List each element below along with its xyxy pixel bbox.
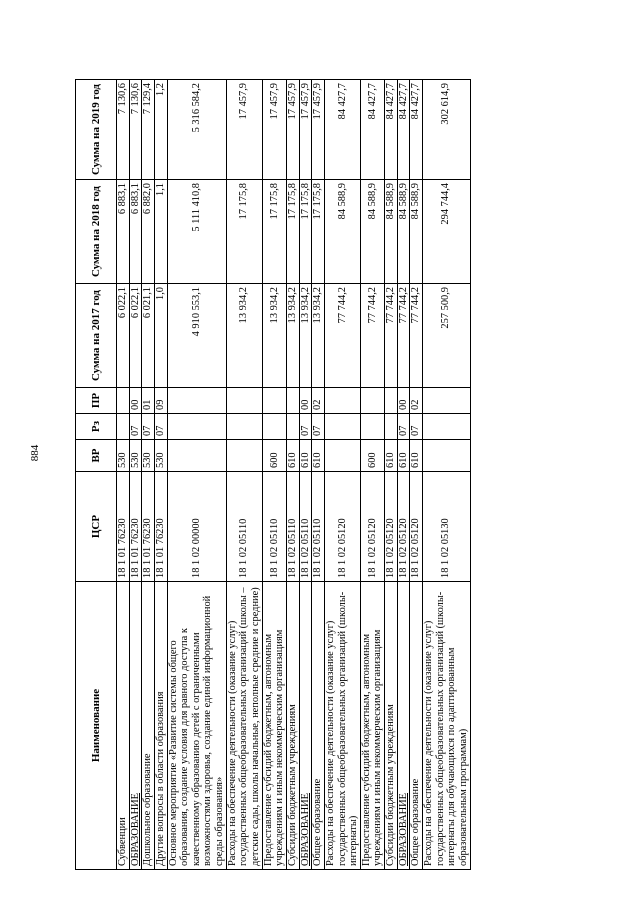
row-sum-2018: 84 588,9: [324, 180, 360, 284]
row-csr: 18 1 01 76230: [129, 472, 142, 582]
row-sum-2018: 17 175,8: [312, 180, 325, 284]
row-pr: [360, 388, 384, 414]
table-row: [410, 80, 423, 870]
row-name: Расходы на обеспечение деятельности (оказание услуг) государственных общеобразовательных организаций (школы-интернаты): [324, 582, 360, 870]
row-vr: 530: [129, 440, 142, 472]
table-row: [312, 80, 325, 870]
row-sum-2017: 77 744,2: [324, 284, 360, 388]
row-sum-2017: 6 021,1: [142, 284, 155, 388]
row-csr: 18 1 02 05130: [423, 472, 471, 582]
table-row: [142, 80, 155, 870]
row-rz: 07: [312, 414, 325, 440]
row-pr: [286, 388, 299, 414]
row-sum-2018: 5 111 410,8: [167, 180, 226, 284]
row-sum-2019: 84 427,7: [410, 80, 423, 180]
row-sum-2017: 13 934,2: [299, 284, 312, 388]
row-vr: 610: [286, 440, 299, 472]
table-row: [154, 80, 167, 870]
row-sum-2019: 84 427,7: [385, 80, 398, 180]
row-csr: 18 1 02 00000: [167, 472, 226, 582]
row-pr: [385, 388, 398, 414]
row-name: Дошкольное образование: [142, 582, 155, 870]
table-row: [397, 80, 410, 870]
header-name: Наименование: [76, 582, 117, 870]
row-vr: [167, 440, 226, 472]
row-rz: 07: [397, 414, 410, 440]
row-sum-2019: 1,2: [154, 80, 167, 180]
row-sum-2019: 84 427,7: [324, 80, 360, 180]
row-sum-2018: 17 175,8: [226, 180, 262, 284]
row-csr: 18 1 02 05120: [397, 472, 410, 582]
row-sum-2018: 6 883,1: [117, 180, 130, 284]
header-csr: ЦСР: [76, 472, 117, 582]
row-name: Расходы на обеспечение деятельности (оказание услуг) государственных общеобразовательных организаций (школы – детские сады, школы начальные, неполные средние и средние): [226, 582, 262, 870]
row-sum-2018: 294 744,4: [423, 180, 471, 284]
table-row: [262, 80, 286, 870]
row-pr: [423, 388, 471, 414]
row-sum-2019: 17 457,9: [312, 80, 325, 180]
row-csr: 18 1 02 05110: [312, 472, 325, 582]
row-rz: [423, 414, 471, 440]
row-sum-2017: 77 744,2: [397, 284, 410, 388]
row-rz: 07: [129, 414, 142, 440]
row-sum-2019: 17 457,9: [226, 80, 262, 180]
row-sum-2017: 13 934,2: [312, 284, 325, 388]
row-sum-2019: 7 129,4: [142, 80, 155, 180]
table-row: [167, 80, 226, 870]
table-body: [117, 80, 471, 870]
row-rz: [286, 414, 299, 440]
row-sum-2018: 17 175,8: [262, 180, 286, 284]
row-vr: 610: [397, 440, 410, 472]
row-rz: [117, 414, 130, 440]
row-vr: 530: [154, 440, 167, 472]
row-pr: [262, 388, 286, 414]
row-sum-2019: 17 457,9: [262, 80, 286, 180]
row-csr: 18 1 02 05110: [262, 472, 286, 582]
row-pr: 02: [410, 388, 423, 414]
row-vr: 610: [312, 440, 325, 472]
row-sum-2017: 77 744,2: [385, 284, 398, 388]
row-name: ОБРАЗОВАНИЕ: [129, 582, 142, 870]
row-name: Расходы на обеспечение деятельности (оказание услуг) государственных общеобразовательных организаций (школы-интернаты для обучающихся по адаптированным образовательным программам): [423, 582, 471, 870]
row-csr: 18 1 02 05110: [226, 472, 262, 582]
header-2018: Сумма на 2018 год: [76, 180, 117, 284]
row-sum-2019: 84 427,7: [360, 80, 384, 180]
row-csr: 18 1 02 05120: [410, 472, 423, 582]
row-sum-2017: 77 744,2: [360, 284, 384, 388]
row-pr: [167, 388, 226, 414]
row-vr: [226, 440, 262, 472]
row-rz: [324, 414, 360, 440]
row-csr: 18 1 01 76230: [117, 472, 130, 582]
row-name: Субсидии бюджетным учреждениям: [286, 582, 299, 870]
table-row: [117, 80, 130, 870]
row-rz: 07: [154, 414, 167, 440]
row-vr: 610: [410, 440, 423, 472]
table-row: [423, 80, 471, 870]
table-row: [324, 80, 360, 870]
row-sum-2018: 6 882,0: [142, 180, 155, 284]
row-rz: [360, 414, 384, 440]
row-name: Субвенции: [117, 582, 130, 870]
row-rz: [167, 414, 226, 440]
row-sum-2018: 84 588,9: [385, 180, 398, 284]
row-sum-2018: 17 175,8: [286, 180, 299, 284]
row-pr: 00: [397, 388, 410, 414]
row-name: Основное мероприятие «Развитие системы общего образования, создание условия для равного доступа к качественному образованию детей с ограниченными возможностями здоровья, создание единой информационной среды образования»: [167, 582, 226, 870]
header-2017: Сумма на 2017 год: [76, 284, 117, 388]
row-pr: 00: [129, 388, 142, 414]
row-sum-2018: 84 588,9: [397, 180, 410, 284]
row-name: ОБРАЗОВАНИЕ: [299, 582, 312, 870]
row-sum-2017: 13 934,2: [226, 284, 262, 388]
row-name: Общее образование: [410, 582, 423, 870]
row-name: ОБРАЗОВАНИЕ: [397, 582, 410, 870]
row-csr: 18 1 02 05120: [385, 472, 398, 582]
row-sum-2019: 302 614,9: [423, 80, 471, 180]
row-sum-2017: 4 910 553,1: [167, 284, 226, 388]
row-csr: 18 1 02 05120: [324, 472, 360, 582]
row-sum-2017: 13 934,2: [262, 284, 286, 388]
row-rz: [226, 414, 262, 440]
row-vr: 600: [360, 440, 384, 472]
row-sum-2017: 13 934,2: [286, 284, 299, 388]
budget-table-wrapper: [75, 80, 575, 870]
row-name: Предоставление субсидий бюджетным, автономным учреждениям и иным некоммерческим организациям: [360, 582, 384, 870]
row-name: Другие вопросы в области образования: [154, 582, 167, 870]
header-rz: Рз: [76, 414, 117, 440]
row-sum-2019: 7 130,6: [117, 80, 130, 180]
row-vr: 610: [299, 440, 312, 472]
header-pr: ПР: [76, 388, 117, 414]
row-sum-2019: 17 457,9: [286, 80, 299, 180]
row-sum-2018: 84 588,9: [410, 180, 423, 284]
row-rz: 07: [299, 414, 312, 440]
row-vr: [324, 440, 360, 472]
row-sum-2019: 7 130,6: [129, 80, 142, 180]
row-csr: 18 1 02 05120: [360, 472, 384, 582]
budget-table: [75, 79, 471, 870]
header-2019: Сумма на 2019 год: [76, 80, 117, 180]
row-pr: [324, 388, 360, 414]
row-vr: 600: [262, 440, 286, 472]
row-sum-2019: 5 316 584,2: [167, 80, 226, 180]
table-row: [129, 80, 142, 870]
row-vr: [423, 440, 471, 472]
table-row: [299, 80, 312, 870]
row-sum-2017: 1,0: [154, 284, 167, 388]
row-name: Предоставление субсидий бюджетным, автономным учреждениям и иным некоммерческим организациям: [262, 582, 286, 870]
row-sum-2017: 257 500,9: [423, 284, 471, 388]
row-rz: 07: [142, 414, 155, 440]
row-rz: [385, 414, 398, 440]
row-pr: [226, 388, 262, 414]
row-rz: 07: [410, 414, 423, 440]
row-name: Субсидии бюджетным учреждениям: [385, 582, 398, 870]
row-pr: 00: [299, 388, 312, 414]
row-sum-2019: 84 427,7: [397, 80, 410, 180]
table-row: [385, 80, 398, 870]
table-row: [286, 80, 299, 870]
row-csr: 18 1 01 76230: [154, 472, 167, 582]
table-header-row: [76, 80, 117, 870]
row-sum-2017: 77 744,2: [410, 284, 423, 388]
row-vr: 610: [385, 440, 398, 472]
row-sum-2018: 17 175,8: [299, 180, 312, 284]
row-sum-2018: 6 883,1: [129, 180, 142, 284]
row-pr: 09: [154, 388, 167, 414]
row-csr: 18 1 02 05110: [286, 472, 299, 582]
row-pr: 02: [312, 388, 325, 414]
row-csr: 18 1 02 05110: [299, 472, 312, 582]
table-row: [226, 80, 262, 870]
row-pr: [117, 388, 130, 414]
row-vr: 530: [142, 440, 155, 472]
table-row: [360, 80, 384, 870]
row-sum-2017: 6 022,1: [129, 284, 142, 388]
row-rz: [262, 414, 286, 440]
row-name: Общее образование: [312, 582, 325, 870]
row-sum-2018: 1,1: [154, 180, 167, 284]
page-number: 884: [29, 444, 41, 462]
row-sum-2018: 84 588,9: [360, 180, 384, 284]
row-sum-2019: 17 457,9: [299, 80, 312, 180]
header-vr: ВР: [76, 440, 117, 472]
row-csr: 18 1 01 76230: [142, 472, 155, 582]
row-vr: 530: [117, 440, 130, 472]
row-sum-2017: 6 022,1: [117, 284, 130, 388]
row-pr: 01: [142, 388, 155, 414]
